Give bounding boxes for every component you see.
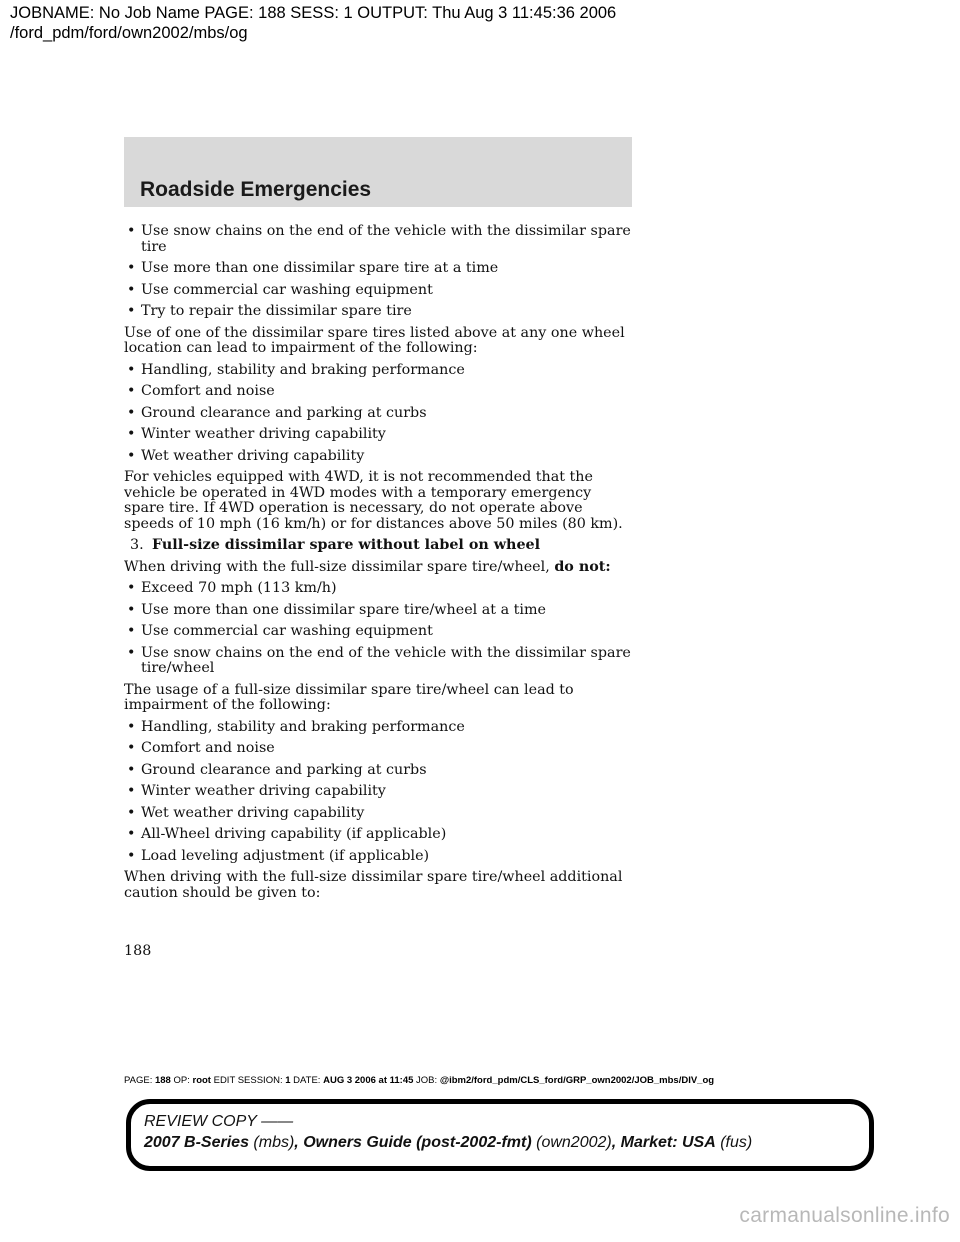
page-number: 188 — [124, 943, 152, 959]
footer-label: JOB: — [413, 1075, 440, 1086]
paragraph: When driving with the full-size dissimilar spare tire/wheel additional caution should be given to: — [124, 869, 623, 901]
manual-content — [124, 224, 634, 907]
job-header-line1: JOBNAME: No Job Name PAGE: 188 SESS: 1 OUTPUT: Thu Aug 3 11:45:36 2006 — [10, 4, 617, 22]
review-copy-label: REVIEW COPY —— — [144, 1113, 294, 1130]
market-name: USA — [681, 1134, 716, 1151]
job-header-line2: /ford_pdm/ford/own2002/mbs/og — [10, 24, 248, 42]
footer-label: OP: — [170, 1075, 193, 1086]
numbered-heading — [124, 538, 634, 554]
list-item: • Try to repair the dissimilar spare tire — [124, 304, 634, 320]
paragraph: Use of one of the dissimilar spare tires listed above at any one wheel location can lead to impairment of the following: — [124, 324, 625, 356]
list-item: • Load leveling adjustment (if applicable) — [124, 849, 634, 865]
list-item: • Use more than one dissimilar spare tire at a time — [124, 261, 634, 277]
list-item: • Ground clearance and parking at curbs — [124, 763, 634, 779]
watermark: carmanualsonline.info — [739, 1204, 950, 1227]
market-code: (fus) — [715, 1134, 753, 1151]
list-item: • Winter weather driving capability — [124, 427, 634, 443]
list-item: • Comfort and noise — [124, 741, 634, 757]
item-number: 3. — [130, 537, 144, 553]
market-label: , Market: — [611, 1134, 682, 1151]
job-header — [10, 3, 616, 43]
emphasis-text: do not: — [554, 558, 611, 575]
list-item: • Use commercial car washing equipment — [124, 624, 634, 640]
footer-label: DATE: — [290, 1075, 324, 1086]
footer-value: 188 — [154, 1075, 171, 1086]
list-item: • Winter weather driving capability — [124, 784, 634, 800]
guide-code: (own2002) — [531, 1134, 612, 1151]
guide-name: Owners Guide (post-2002-fmt) — [303, 1134, 532, 1151]
paragraph: The usage of a full-size dissimilar spare tire/wheel can lead to impairment of the following: — [124, 681, 574, 713]
paragraph: For vehicles equipped with 4WD, it is not recommended that the vehicle be operated in 4WD modes with a temporary emergency spare tire. If 4WD operation is necessary, do not operate above speeds of 10 mph (16 km/h) or for distances above 50 miles (80 km). — [124, 469, 623, 532]
list-item: • All-Wheel driving capability (if applicable) — [124, 827, 634, 843]
paragraph — [124, 560, 634, 576]
list-item: • Use snow chains on the end of the vehicle with the dissimilar spare tire — [124, 224, 634, 255]
model-code: (mbs) — [248, 1134, 295, 1151]
section-title: Roadside Emergencies — [140, 178, 372, 201]
footer-value: @ibm2/ford_pdm/CLS_ford/GRP_own2002/JOB_mbs/DIV_og — [439, 1075, 715, 1086]
section-banner — [124, 137, 632, 207]
footer-value: root — [192, 1075, 211, 1086]
model-name: 2007 B-Series — [144, 1134, 249, 1151]
list-item: • Handling, stability and braking performance — [124, 720, 634, 736]
footer-label: EDIT SESSION: — [210, 1075, 286, 1086]
footer-label: PAGE: — [124, 1075, 155, 1086]
separator: , — [294, 1134, 304, 1151]
list-item: • Ground clearance and parking at curbs — [124, 406, 634, 422]
list-item: • Exceed 70 mph (113 km/h) — [124, 581, 634, 597]
review-copy-details — [144, 1134, 752, 1152]
list-item: • Handling, stability and braking performance — [124, 363, 634, 379]
list-item: • Use snow chains on the end of the vehicle with the dissimilar spare tire/wheel — [124, 646, 634, 677]
footer-value: AUG 3 2006 at 11:45 — [323, 1075, 414, 1086]
paragraph-text: When driving with the full-size dissimilar spare tire/wheel, — [124, 558, 555, 575]
list-item: • Wet weather driving capability — [124, 806, 634, 822]
list-item: • Wet weather driving capability — [124, 449, 634, 465]
item-heading: Full-size dissimilar spare without label on wheel — [152, 537, 541, 553]
list-item: • Use more than one dissimilar spare tire/wheel at a time — [124, 603, 634, 619]
review-copy-box — [126, 1099, 874, 1171]
list-item: • Comfort and noise — [124, 384, 634, 400]
job-info-footer — [124, 1075, 714, 1086]
footer-value: 1 — [285, 1075, 291, 1086]
list-item: • Use commercial car washing equipment — [124, 283, 634, 299]
